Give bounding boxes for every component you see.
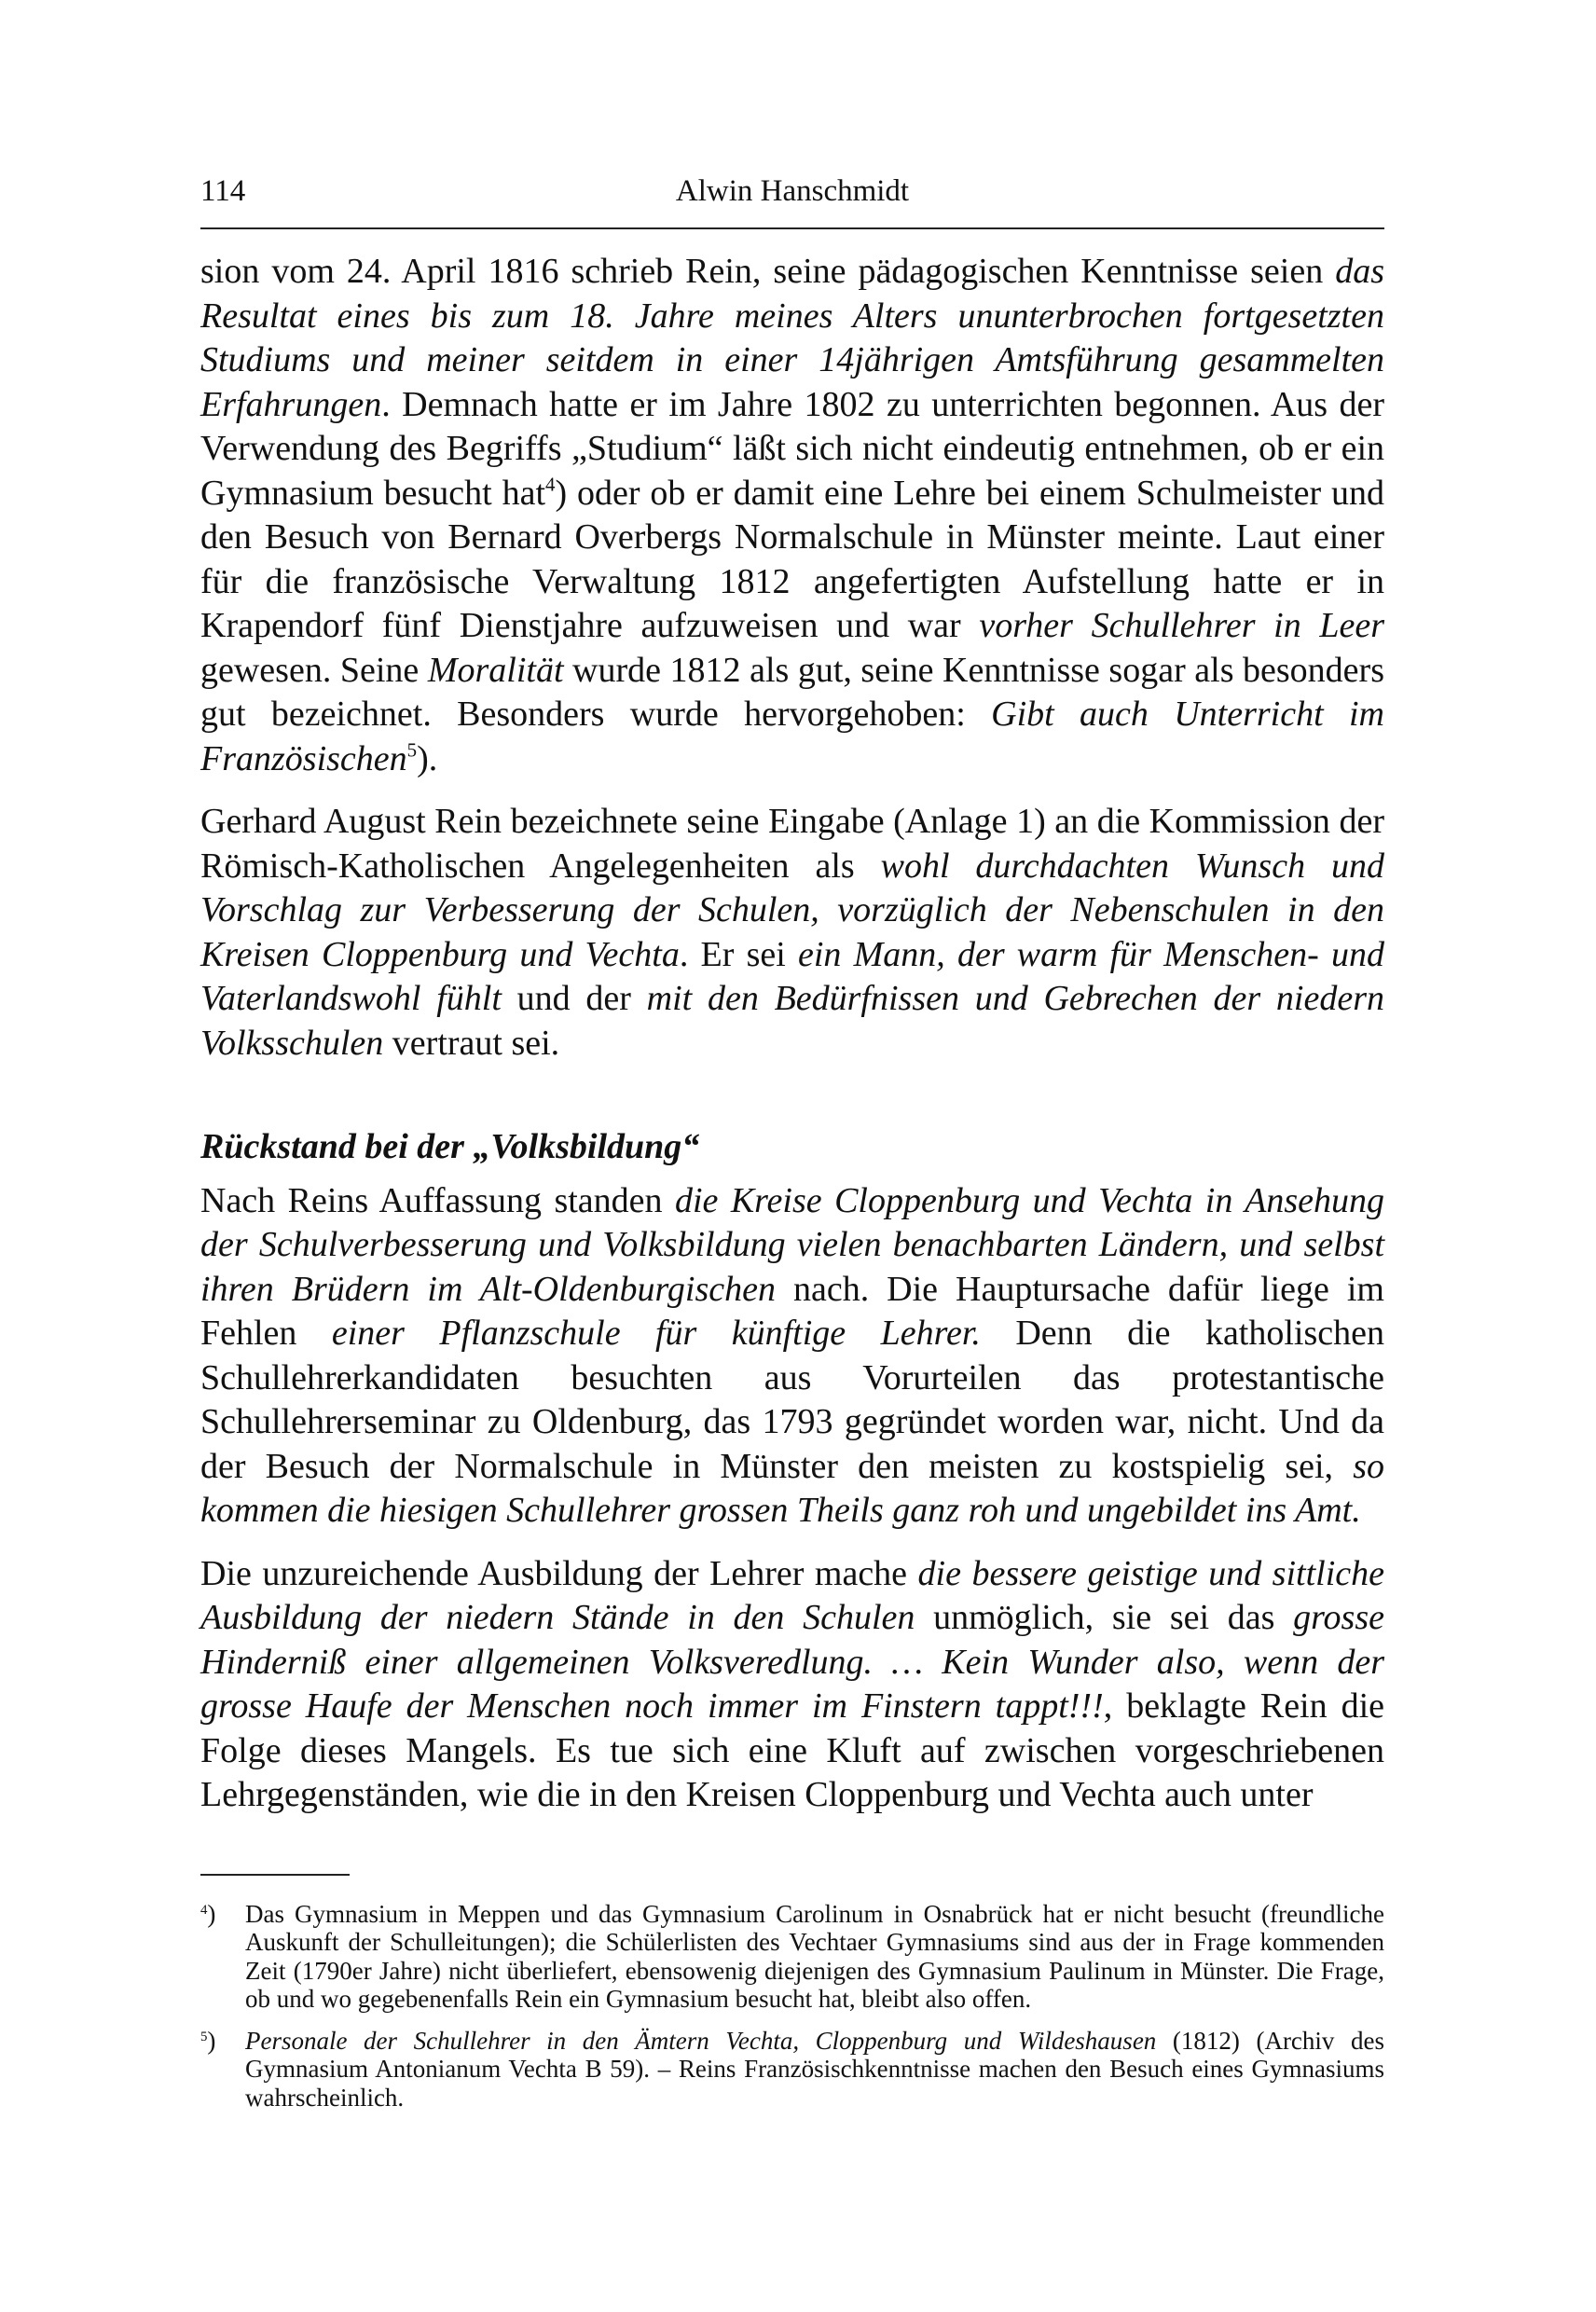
text-run: vertraut sei. bbox=[383, 1023, 560, 1063]
italic-text: die Kreise Cloppenburg und Vechta in Ansehung der Schulverbesserung und Volksbildung vielen benachbarten Ländern, und selbst ihren Brüdern im Alt-Oldenburgischen bbox=[200, 1180, 1384, 1309]
text-run: . Demnach hatte er im Jahre 1802 zu unterrichten begonnen. Aus der Verwendung des Begriffs „Studium“ läßt sich nicht eindeutig entnehmen, ob er ein Gymnasium besucht hat bbox=[200, 384, 1384, 513]
page bbox=[200, 168, 1384, 2112]
italic-text: Gibt auch Unterricht im Französischen bbox=[200, 695, 1384, 778]
italic-text: ein Mann, der warm für Menschen- und Vaterlandswohl fühlt bbox=[200, 934, 1384, 1018]
text-run: Nach Reins Auffassung standen bbox=[200, 1180, 675, 1220]
paragraph bbox=[200, 1552, 1384, 1818]
paragraph bbox=[200, 800, 1384, 1066]
italic-text: mit den Bedürfnissen und Gebrechen der niedern Volksschulen bbox=[200, 979, 1384, 1063]
italic-text: die bessere geistige und sittliche Ausbildung der niedern Stände in den Schulen bbox=[200, 1553, 1384, 1637]
italic-text: Personale der Schullehrer in den Ämtern Vechta, Cloppenburg und Wildeshausen bbox=[245, 2026, 1157, 2055]
footnote-reference: 5 bbox=[406, 737, 418, 761]
footnote bbox=[200, 2027, 1384, 2112]
text-run: Die unzureichende Ausbildung der Lehrer mache bbox=[200, 1553, 918, 1593]
paragraph bbox=[200, 1179, 1384, 1534]
footnote bbox=[200, 1900, 1384, 2014]
text-run: und der bbox=[501, 979, 647, 1018]
text-run: ). bbox=[417, 738, 438, 778]
footnote-mark: $^5$) bbox=[200, 2026, 216, 2055]
text-run: ) oder ob er damit eine Lehre bei einem Schulmeister und den Besuch von Bernard Overbergs Normalschule in Münster meinte. Laut einer für die französische Verwaltung 1812 angefertigten Aufstellung hatte er in Krapendorf fünf Dienstjahre aufzuweisen und war bbox=[200, 473, 1384, 645]
text-run: Denn die katholischen Schullehrerkandidaten besuchten aus Vorurteilen das protestantische Schullehrerseminar zu Oldenburg, das 1793 gegründet worden war, nicht. Und da der Besuch der Normalschule in Münster den meisten zu kostspielig sei, bbox=[200, 1314, 1384, 1486]
running-head-author: Alwin Hanschmidt bbox=[675, 174, 910, 208]
footnote-mark: $^4$) bbox=[200, 1899, 216, 1928]
text-run: gewesen. Seine bbox=[200, 650, 428, 690]
text-run: sion vom 24. April 1816 schrieb Rein, seine pädagogischen Kenntnisse seien bbox=[200, 252, 1336, 291]
text-run: unmöglich, sie sei das bbox=[915, 1598, 1294, 1637]
text-run: wurde 1812 als gut, seine Kenntnisse sogar als besonders gut bezeichnet. Besonders wurde hervorgehoben: bbox=[200, 650, 1384, 734]
footnote-reference: 4 bbox=[545, 472, 556, 495]
header-rule bbox=[200, 227, 1384, 229]
text-run: (1812) (Archiv des Gymnasium Antonianum Vechta B 59). – Reins Französischkenntnisse machen den Besuch eines Gymnasiums wahrscheinlich. bbox=[245, 2026, 1384, 2112]
footnote-text bbox=[245, 2027, 1384, 2112]
italic-text: das Resultat eines bis zum 18. Jahre meines Alters ununterbrochen fortgesetzten Studiums und meiner seitdem in einer 14jährigen Amtsführung gesammelten Erfahrungen bbox=[200, 252, 1384, 424]
italic-text: so kommen die hiesigen Schullehrer grossen Theils ganz roh und ungebildet ins Amt. bbox=[200, 1446, 1384, 1530]
italic-text: wohl durchdachten Wunsch und Vorschlag zur Verbesserung der Schulen, vorzüglich der Nebenschulen in den Kreisen Cloppenburg und Vechta bbox=[200, 846, 1384, 974]
text-run: Das Gymnasium in Meppen und das Gymnasium Carolinum in Osnabrück hat er nicht besucht (freundliche Auskunft der Schulleitungen); die Schülerlisten des Vechtaer Gymnasiums sind aus der in Frage kommenden Zeit (1790er Jahre) nicht überliefert, ebensowenig diejenigen des Gymnasium Paulinum in Münster. Die Frage, ob und wo gegebenenfalls Rein ein Gymnasium besucht hat, bleibt also offen. bbox=[245, 1899, 1384, 2013]
text-run: nach. Die Hauptursache dafür liege im Fehlen bbox=[200, 1269, 1384, 1353]
running-header bbox=[200, 168, 1384, 214]
footnote-text bbox=[245, 1900, 1384, 2014]
page-number: 114 bbox=[200, 174, 246, 208]
italic-text: Moralität bbox=[427, 650, 564, 690]
italic-text: vorher Schullehrer in Leer bbox=[979, 606, 1384, 645]
text-run: , beklagte Rein die Folge dieses Mangels. Es tue sich eine Kluft auf zwischen vorgeschriebenen Lehrgegenständen, wie die in den Kreisen Cloppenburg und Vechta auch unter bbox=[200, 1686, 1384, 1814]
italic-text: grosse Hinderniß einer allgemeinen Volksveredlung. … Kein Wunder also, wenn der grosse Haufe der Menschen noch immer im Finstern tappt!!! bbox=[200, 1598, 1384, 1726]
body-text bbox=[200, 250, 1384, 1818]
text-run: . Er sei bbox=[679, 934, 798, 974]
footnote-rule bbox=[200, 1874, 350, 1876]
paragraph bbox=[200, 250, 1384, 781]
footnotes bbox=[200, 1900, 1384, 2112]
section-heading: Rückstand bei der „Volksbildung“ bbox=[200, 1127, 700, 1166]
text-run: Gerhard August Rein bezeichnete seine Eingabe (Anlage 1) an die Kommission der Römisch-Katholischen Angelegenheiten als bbox=[200, 802, 1384, 886]
italic-text: einer Pflanzschule für künftige Lehrer. bbox=[331, 1314, 981, 1353]
